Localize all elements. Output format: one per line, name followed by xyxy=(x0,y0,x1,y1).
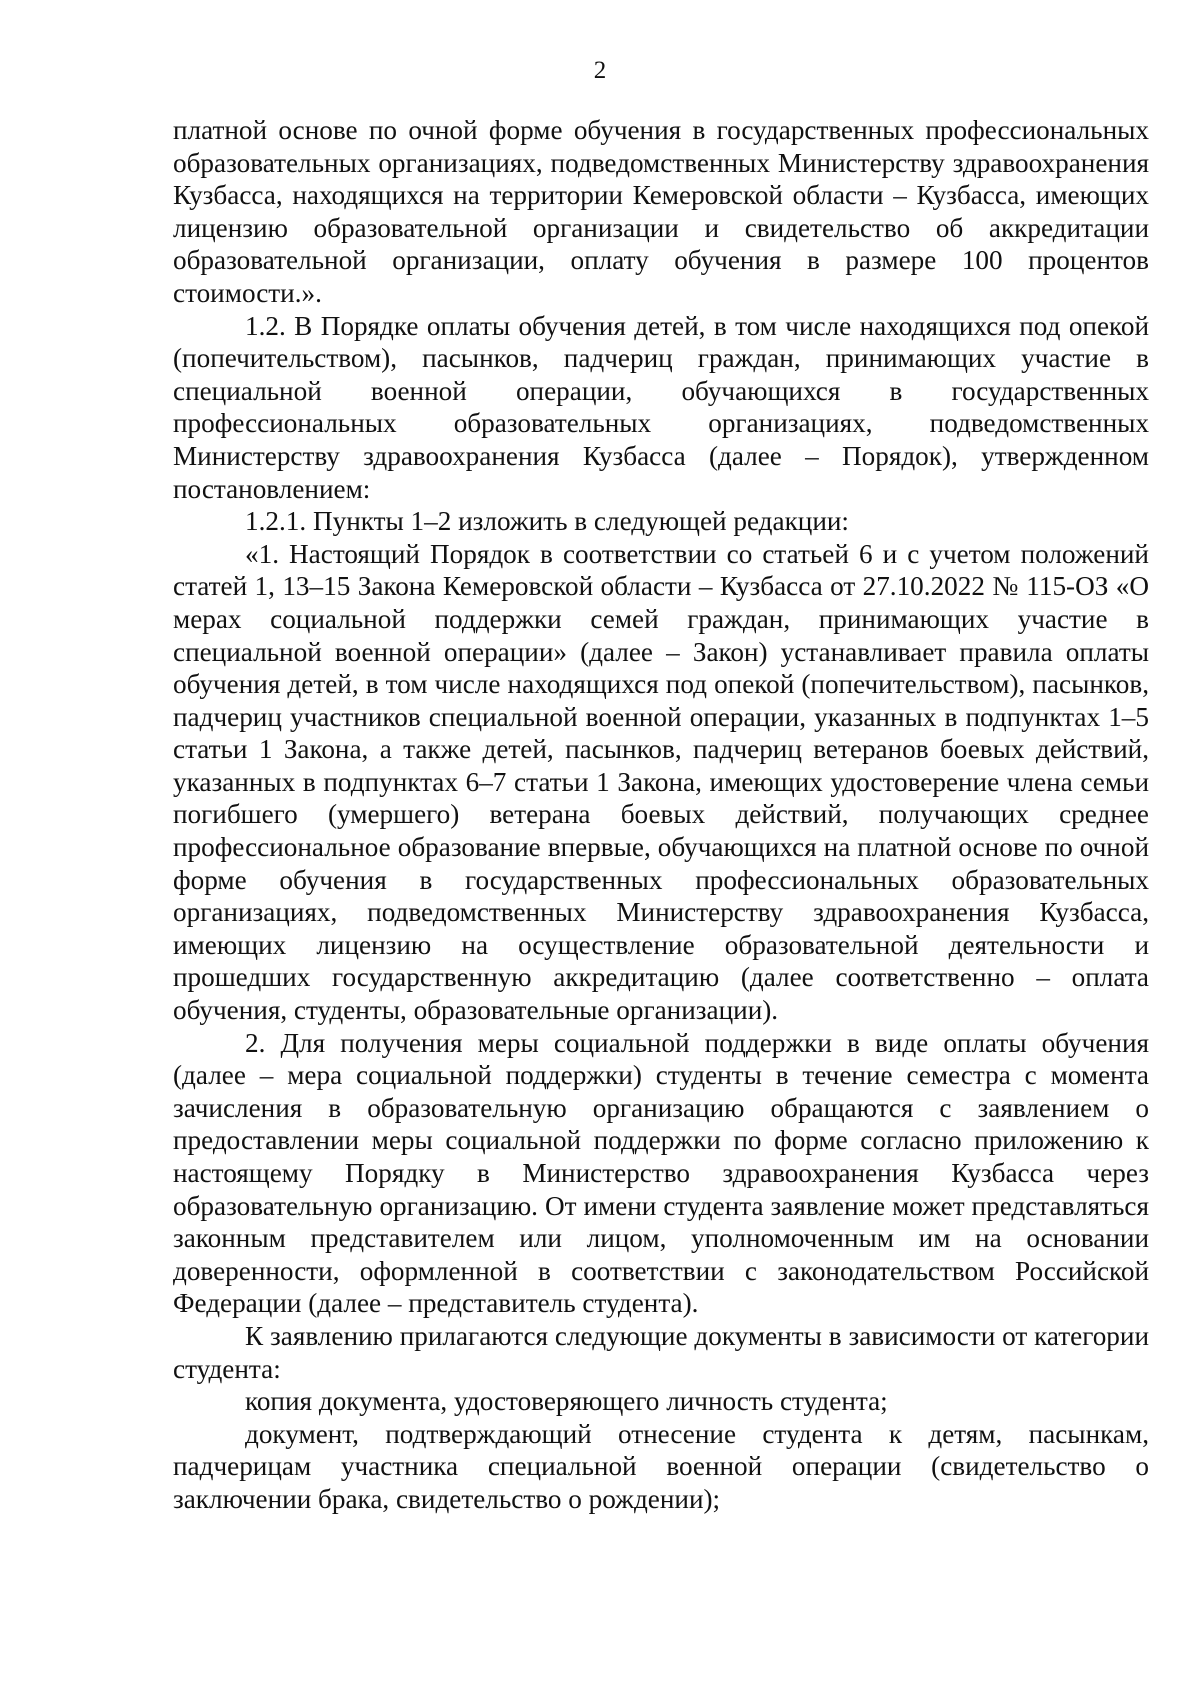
paragraph-attachments-intro: К заявлению прилагаются следующие документы в зависимости от категории студента: xyxy=(173,1320,1149,1384)
paragraph-1-2-1: 1.2.1. Пункты 1–2 изложить в следующей редакции: xyxy=(245,506,849,537)
paragraph-continuation: платной основе по очной форме обучения в государственных профессиональных образовательных организациях, подведомственных Министерству здравоохранения Кузбасса, находящихся на территории Кемеровской области – Кузбасса, имеющих лицензию образовательной организации и свидетельство об аккредитации образовательной организации, оплату обучения в размере 100 процентов стоимости.». xyxy=(173,115,1149,308)
paragraph-item-1: «1. Настоящий Порядок в соответствии со статьей 6 и с учетом положений статей 1, 13–15 Закона Кемеровской области – Кузбасса от 27.10.2022 № 115-ОЗ «О мерах социальной поддержки семей граждан, принимающих участие в специальной военной операции» (далее – Закон) устанавливает правила оплаты обучения детей, в том числе находящихся под опекой (попечительством), пасынков, падчериц участников специальной военной операции, указанных в подпунктах 1–5 статьи 1 Закона, а также детей, пасынков, падчериц ветеранов боевых действий, указанных в подпунктах 6–7 статьи 1 Закона, имеющих удостоверение члена семьи погибшего (умершего) ветерана боевых действий, получающих среднее профессиональное образование впервые, обучающихся на платной основе по очной форме обучения в государственных профессиональных образовательных организациях, подведомственных Министерству здравоохранения Кузбасса, имеющих лицензию на осуществление образовательной деятельности и прошедших государственную аккредитацию (далее соответственно – оплата обучения, студенты, образовательные организации). xyxy=(173,538,1149,1026)
paragraph-1-2: 1.2. В Порядке оплаты обучения детей, в том числе находящихся под опекой (попечительством), пасынков, падчериц граждан, принимающих участие в специальной военной операции, обучающихся в государственных профессиональных образовательных организациях, подведомственных Министерству здравоохранения Кузбасса (далее – Порядок), утвержденном постановлением: xyxy=(173,310,1149,504)
page-number: 2 xyxy=(593,57,607,84)
paragraph-attachment-id-copy: копия документа, удостоверяющего личность студента; xyxy=(245,1386,888,1417)
document-body xyxy=(173,114,1149,1516)
paragraph-item-2: 2. Для получения меры социальной поддержки в виде оплаты обучения (далее – мера социальной поддержки) студенты в течение семестра с момента зачисления в образовательную организацию обращаются с заявлением о предоставлении меры социальной поддержки по форме согласно приложению к настоящему Порядку в Министерство здравоохранения Кузбасса через образовательную организацию. От имени студента заявление может представляться законным представителем или лицом, уполномоченным им на основании доверенности, оформленной в соответствии с законодательством Российской Федерации (далее – представитель студента). xyxy=(173,1027,1149,1319)
paragraph-attachment-relationship-proof: документ, подтверждающий отнесение студента к детям, пасынкам, падчерицам участника специальной военной операции (свидетельство о заключении брака, свидетельство о рождении); xyxy=(173,1418,1149,1514)
